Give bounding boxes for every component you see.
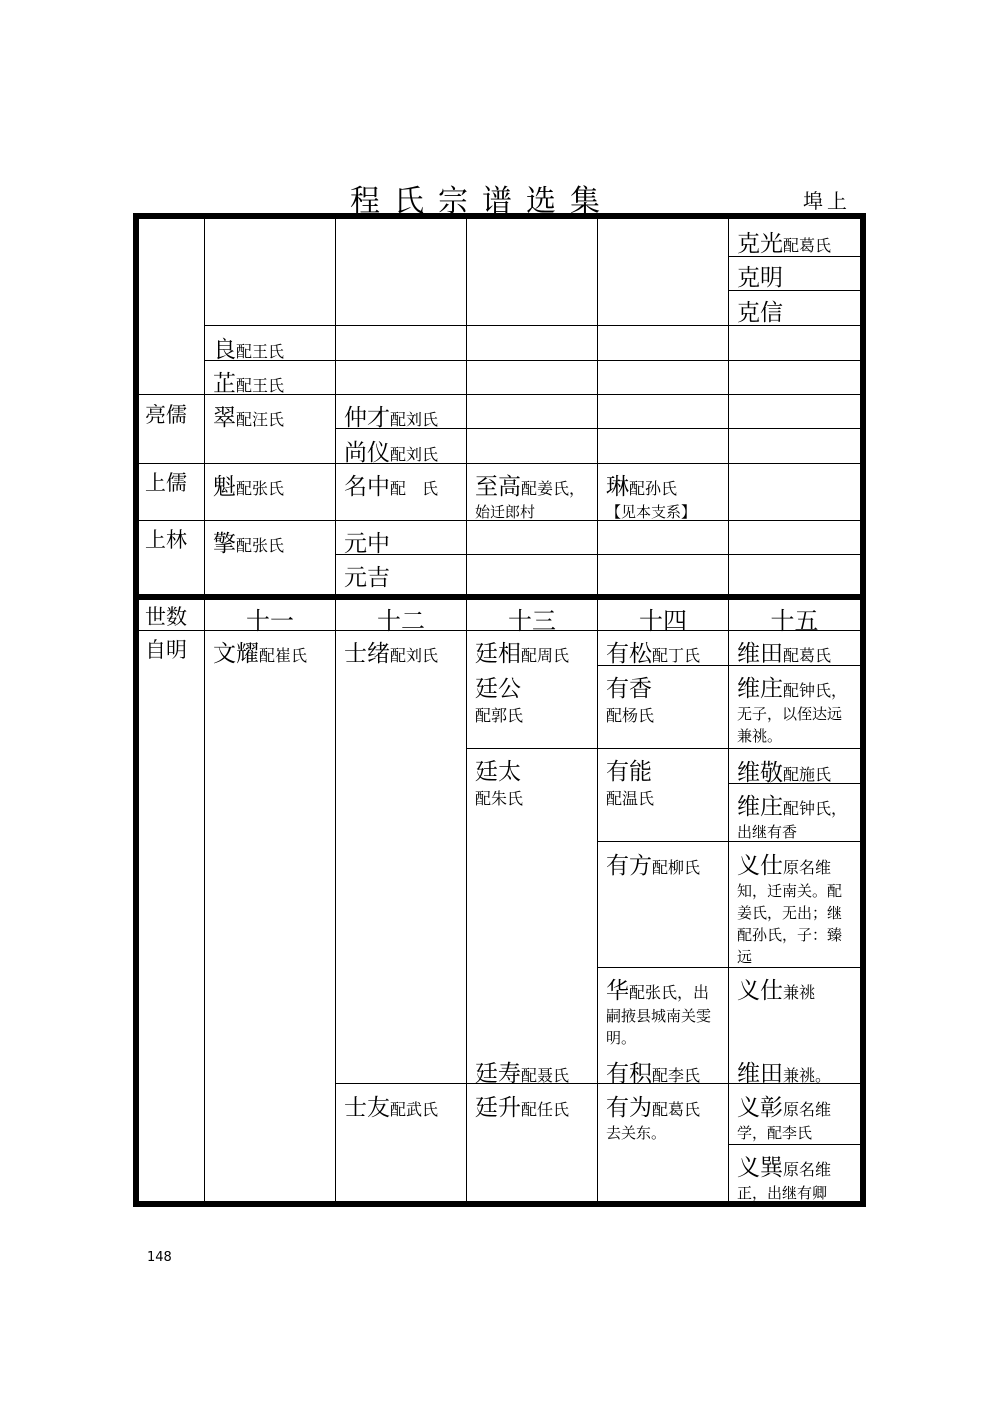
spouse-text: 配崔氏 [259, 646, 308, 665]
person-yuanzhong [336, 525, 466, 558]
note-text: 【见本支系】 [606, 503, 697, 521]
spouse-text: 配李氏 [652, 1066, 701, 1085]
spouse-text: 配姜氏， [521, 479, 586, 498]
header-gen-12: 十二 [377, 607, 425, 635]
page-number: 148 [147, 1250, 172, 1265]
person-hua [598, 972, 728, 1049]
person-zhongcai [336, 399, 466, 432]
person-name: 廷升 [475, 1095, 521, 1121]
spouse-text: 配郭氏 [475, 706, 524, 725]
person-keguang [729, 225, 860, 258]
spouse-text: 配聂氏 [521, 1066, 570, 1085]
person-name: 士友 [344, 1095, 390, 1121]
person-kui [205, 468, 335, 501]
person-tingsheng [467, 1089, 597, 1122]
person-shiyou [336, 1089, 466, 1122]
spouse-text: 配丁氏 [652, 646, 701, 665]
person-tinggong [467, 670, 597, 726]
spouse-text: 配张氏 [236, 479, 285, 498]
spouse-text: 配王氏 [236, 342, 285, 361]
generation-label: 上儒 [145, 471, 187, 495]
person-tingxiang [467, 635, 597, 668]
person-cui [205, 399, 335, 432]
person-youfang [598, 847, 728, 880]
person-name: 元吉 [344, 565, 390, 591]
person-name: 义巽 [737, 1155, 783, 1181]
spouse-text: 配钟氏， [783, 681, 848, 700]
person-keming [729, 259, 860, 292]
person-qing [205, 525, 335, 558]
person-youwei [598, 1089, 728, 1144]
person-name: 义仕 [737, 853, 783, 879]
person-name: 廷寿 [475, 1061, 521, 1087]
person-name: 维庄 [737, 794, 783, 820]
person-weizhuang-2 [729, 788, 860, 843]
person-name: 义仕 [737, 978, 783, 1004]
person-name: 芷 [213, 371, 236, 397]
spouse-text: 配温氏 [606, 789, 655, 808]
header-gen-11: 十一 [246, 607, 294, 635]
generation-label: 亮儒 [145, 403, 187, 427]
note-text: 正，出继有卿 [737, 1184, 828, 1202]
spouse-text: 配任氏 [521, 1100, 570, 1119]
person-name: 有为 [606, 1095, 652, 1121]
person-name: 克光 [737, 231, 783, 257]
person-shangyi [336, 434, 466, 467]
person-name: 克信 [737, 300, 783, 326]
person-name: 有积 [606, 1061, 652, 1087]
generation-label: 上林 [145, 528, 187, 552]
person-yuanji [336, 559, 466, 592]
header-generation: 世数 [145, 605, 187, 629]
person-name: 维敬 [737, 760, 783, 786]
person-yousong [598, 635, 728, 668]
person-yishi [729, 847, 860, 968]
person-name: 元中 [344, 531, 390, 557]
note-text: 知，迁南关。配姜氏，无出；继配孙氏，子：臻远 [737, 882, 843, 966]
spouse-text: 配柳氏 [652, 858, 701, 877]
spouse-text: 配葛氏 [652, 1100, 701, 1119]
person-liang [205, 331, 335, 364]
spouse-text: 兼祧。 [783, 1066, 832, 1085]
person-mingzhong [336, 468, 466, 501]
note-text: 学，配李氏 [737, 1124, 813, 1142]
person-youneng [598, 753, 728, 809]
note-text: 出继有香 [737, 823, 798, 841]
person-name: 有能 [606, 759, 652, 785]
spouse-text: 配孙氏 [629, 479, 678, 498]
spouse-text: 兼祧 [783, 983, 816, 1002]
person-yishi-2 [729, 972, 860, 1005]
spouse-text: 配钟氏， [783, 799, 848, 818]
header-gen-14: 十四 [639, 607, 687, 635]
page-title: 程氏宗谱选集 [350, 184, 614, 219]
person-name: 仲才 [344, 405, 390, 431]
person-weitian [729, 635, 860, 668]
genealogy-table [133, 213, 866, 1207]
spouse-text: 配刘氏 [390, 445, 439, 464]
spouse-text: 配朱氏 [475, 789, 524, 808]
note-text: 去关东。 [606, 1124, 667, 1142]
spouse-text: 原名维 [783, 1100, 832, 1119]
spouse-text: 配汪氏 [236, 410, 285, 429]
note-text: 无子，以侄达远兼祧。 [737, 705, 843, 745]
person-kexin [729, 294, 860, 327]
person-yizhang [729, 1089, 860, 1144]
spouse-text: 配王氏 [236, 376, 285, 395]
person-name: 有方 [606, 853, 652, 879]
person-name: 克明 [737, 265, 783, 291]
spouse-text: 配武氏 [390, 1100, 439, 1119]
person-name: 有香 [606, 676, 652, 702]
person-name: 魁 [213, 474, 236, 500]
person-name: 名中 [344, 474, 390, 500]
spouse-text: 配周氏 [521, 646, 570, 665]
person-name: 琳 [606, 474, 629, 500]
spouse-text: 配施氏 [783, 765, 832, 784]
person-name: 有松 [606, 641, 652, 667]
person-name: 士绪 [344, 641, 390, 667]
spouse-text: 配杨氏 [606, 706, 655, 725]
person-name: 维田 [737, 641, 783, 667]
person-name: 廷公 [475, 676, 521, 702]
person-name: 尚仪 [344, 440, 390, 466]
note-text: 嗣掖县城南关雯明。 [606, 1007, 712, 1047]
spouse-text: 原名维 [783, 858, 832, 877]
person-name: 廷相 [475, 641, 521, 667]
person-name: 良 [213, 337, 236, 363]
spouse-text: 配刘氏 [390, 646, 439, 665]
spouse-text: 配刘氏 [390, 410, 439, 429]
person-wenyao [205, 635, 335, 668]
place-label: 埠上 [803, 189, 851, 213]
person-lin [598, 468, 728, 523]
person-name: 文耀 [213, 641, 259, 667]
person-name: 维庄 [737, 676, 783, 702]
person-zhi [205, 365, 335, 398]
person-name: 维田 [737, 1061, 783, 1087]
person-weitian-2 [729, 1055, 860, 1088]
person-weizhuang [729, 670, 860, 747]
generation-label: 自明 [145, 638, 187, 662]
person-name: 义彰 [737, 1095, 783, 1121]
person-yixun [729, 1149, 860, 1204]
spouse-text: 配葛氏 [783, 646, 832, 665]
person-weijing [729, 754, 860, 787]
header-gen-13: 十三 [508, 607, 556, 635]
spouse-text: 原名维 [783, 1160, 832, 1179]
person-shixu [336, 635, 466, 668]
person-youji [598, 1055, 728, 1088]
person-youxiang [598, 670, 728, 726]
spouse-text: 配张氏，出 [629, 983, 710, 1002]
spouse-text: 配 氏 [390, 479, 439, 498]
person-zhigao [467, 468, 597, 523]
note-text: 始迁郎村 [475, 503, 536, 521]
person-name: 廷太 [475, 759, 521, 785]
person-tingtai [467, 753, 597, 809]
spouse-text: 配葛氏 [783, 236, 832, 255]
person-name: 擎 [213, 531, 236, 557]
person-name: 翠 [213, 405, 236, 431]
person-tingshou [467, 1055, 597, 1088]
header-gen-15: 十五 [770, 607, 819, 635]
person-name: 至高 [475, 474, 521, 500]
spouse-text: 配张氏 [236, 536, 285, 555]
person-name: 华 [606, 978, 629, 1004]
